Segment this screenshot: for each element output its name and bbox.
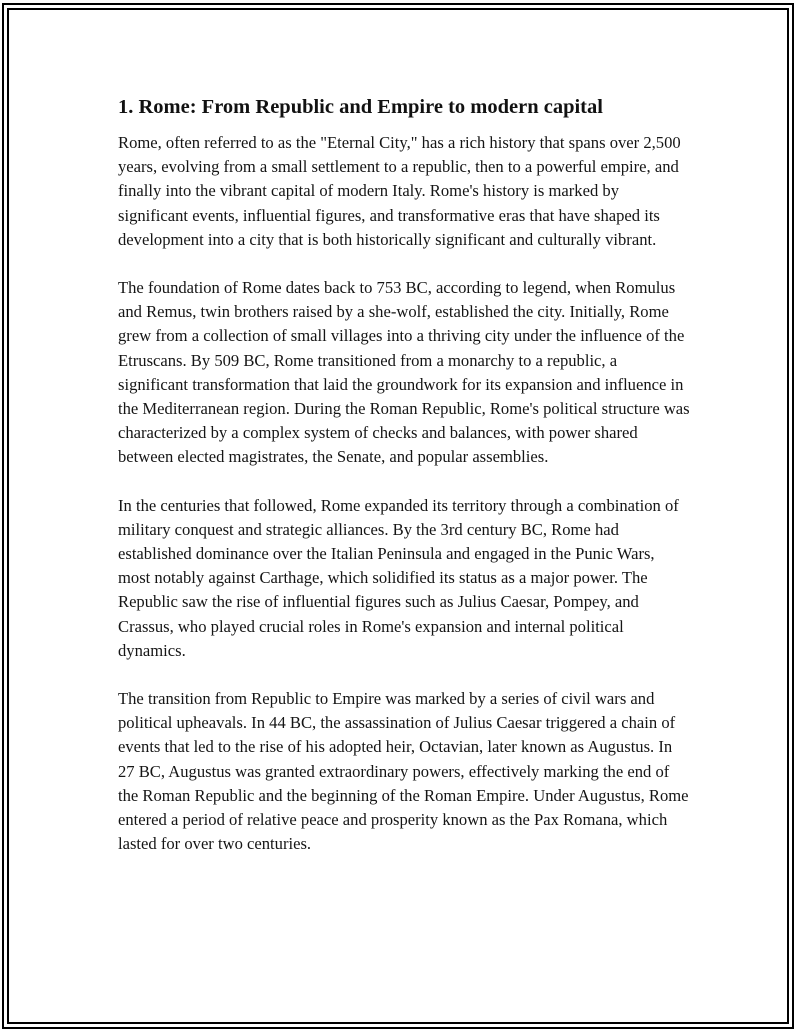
paragraph-empire-transition: The transition from Republic to Empire was marked by a series of civil wars and political upheavals. In 44 BC, the assassination of Julius Caesar triggered a chain of events that led to the rise of his adopted heir, Octavian, later known as Augustus. In 27 BC, Augustus was granted extraordinary powers, effectively marking the end of the Roman Republic and the beginning of the Roman Empire. Under Augustus, Rome entered a period of relative peace and prosperity known as the Pax Romana, which lasted for over two centuries. [118, 689, 689, 854]
paragraph-intro: Rome, often referred to as the "Eternal City," has a rich history that spans over 2,500 years, evolving from a small settlement to a republic, then to a powerful empire, and finally into the vibrant capital of modern Italy. Rome's history is marked by significant events, influential figures, and transformative eras that have shaped its development into a city that is both historically significant and culturally vibrant. [118, 133, 681, 249]
paragraph-foundation: The foundation of Rome dates back to 753 BC, according to legend, when Romulus and Remus, twin brothers raised by a she-wolf, established the city. Initially, Rome grew from a collection of small villages into a thriving city under the influence of the Etruscans. By 509 BC, Rome transitioned from a monarchy to a republic, a significant transformation that laid the groundwork for its expansion and influence in the Mediterranean region. During the Roman Republic, Rome's political structure was characterized by a complex system of checks and balances, with power shared between elected magistrates, the Senate, and popular assemblies. [118, 278, 690, 467]
paragraph-expansion: In the centuries that followed, Rome expanded its territory through a combination of military conquest and strategic alliances. By the 3rd century BC, Rome had established dominance over the Italian Peninsula and engaged in the Punic Wars, most notably against Carthage, which solidified its status as a major power. The Republic saw the rise of influential figures such as Julius Caesar, Pompey, and Crassus, who played crucial roles in Rome's expansion and internal political dynamics. [118, 495, 679, 660]
section-heading: 1. Rome: From Republic and Empire to modern capital [118, 96, 603, 118]
document-body [118, 94, 690, 880]
